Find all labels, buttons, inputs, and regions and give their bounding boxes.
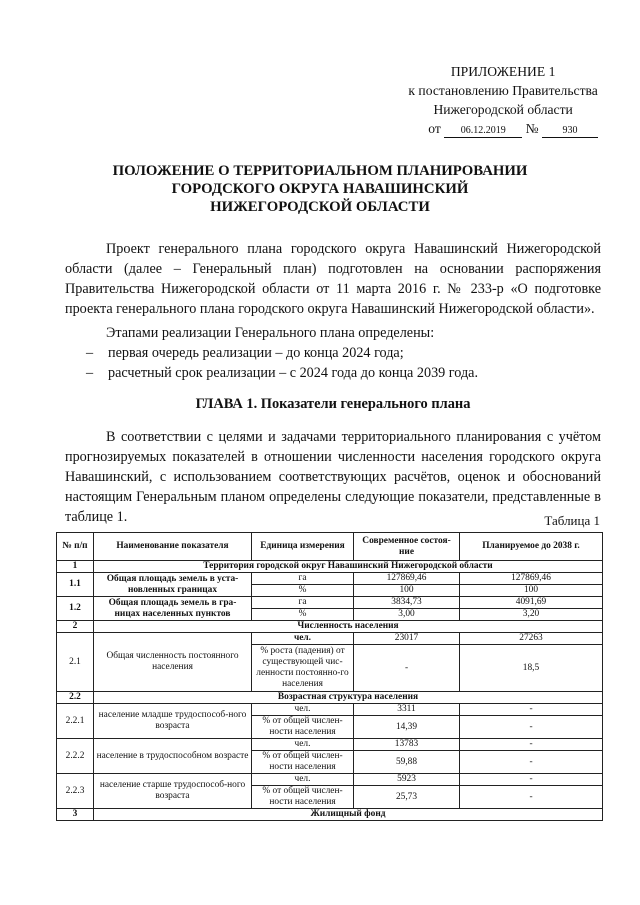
- row-planned: -: [460, 751, 603, 774]
- row-current: 59,88: [354, 751, 460, 774]
- section-row: [57, 621, 603, 633]
- title-line-2: ГОРОДСКОГО ОКРУГА НАВАШИНСКИЙ: [171, 181, 469, 197]
- section-num: 2.2: [57, 692, 94, 704]
- row-num: 2.2.1: [57, 704, 94, 739]
- row-name: Общая площадь земель в уста-новленных границах: [94, 573, 252, 597]
- row-current: 23017: [354, 633, 460, 645]
- row-planned: 18,5: [460, 645, 603, 692]
- table-row: [57, 573, 603, 585]
- indicators-table: [56, 532, 603, 821]
- row-planned: -: [460, 774, 603, 786]
- row-unit: чел.: [252, 774, 354, 786]
- row-current: 3,00: [354, 609, 460, 621]
- section-title: Территория городской округ Навашинский Нижегородской области: [94, 561, 603, 573]
- header-num: № п/п: [57, 533, 94, 561]
- appendix-header: [408, 62, 598, 138]
- row-unit: % от общей числен-ности населения: [252, 716, 354, 739]
- section-title: Жилищный фонд: [94, 809, 603, 821]
- title-line-1: ПОЛОЖЕНИЕ О ТЕРРИТОРИАЛЬНОМ ПЛАНИРОВАНИИ: [112, 163, 528, 179]
- section-num: 1: [57, 561, 94, 573]
- header-unit: Единица измерения: [252, 533, 354, 561]
- table-row: [57, 704, 603, 716]
- table-row: [57, 597, 603, 609]
- row-num: 1.1: [57, 573, 94, 597]
- row-name: население младше трудоспособ-ного возраста: [94, 704, 252, 739]
- row-name: Общая численность постоянного населения: [94, 633, 252, 692]
- row-name: население старше трудоспособ-ного возраста: [94, 774, 252, 809]
- row-current: 5923: [354, 774, 460, 786]
- stages-intro: Этапами реализации Генерального плана определены:: [106, 325, 435, 341]
- document-title: [65, 162, 575, 216]
- section-num: 2: [57, 621, 94, 633]
- table-header-row: [57, 533, 603, 561]
- row-planned: 127869,46: [460, 573, 603, 585]
- table-caption: Таблица 1: [544, 513, 600, 528]
- row-current: 14,39: [354, 716, 460, 739]
- row-unit: % от общей числен-ности населения: [252, 751, 354, 774]
- row-planned: -: [460, 786, 603, 809]
- row-planned: 100: [460, 585, 603, 597]
- appendix-line-3: Нижегородской области: [433, 102, 573, 117]
- stage-item: – расчетный срок реализации – с 2024 года до конца 2039 года.: [88, 363, 478, 383]
- row-current: 100: [354, 585, 460, 597]
- row-num: 2.2.3: [57, 774, 94, 809]
- row-planned: 27263: [460, 633, 603, 645]
- section-row: [57, 561, 603, 573]
- row-current: 3834,73: [354, 597, 460, 609]
- from-label: от: [428, 121, 441, 136]
- row-current: 25,73: [354, 786, 460, 809]
- title-line-3: НИЖЕГОРОДСКОЙ ОБЛАСТИ: [210, 199, 430, 215]
- section-title: Численность населения: [94, 621, 603, 633]
- row-unit: га: [252, 573, 354, 585]
- table-row: [57, 774, 603, 786]
- row-num: 2.1: [57, 633, 94, 692]
- row-unit: %: [252, 585, 354, 597]
- section-row: [57, 692, 603, 704]
- decree-number: 930: [542, 124, 598, 138]
- row-name: население в трудоспособном возрасте: [94, 739, 252, 774]
- row-current: 127869,46: [354, 573, 460, 585]
- row-planned: 3,20: [460, 609, 603, 621]
- number-label: №: [525, 121, 539, 136]
- header-planned: Планируемое до 2038 г.: [460, 533, 603, 561]
- row-planned: -: [460, 716, 603, 739]
- row-current: 13783: [354, 739, 460, 751]
- appendix-line-2: к постановлению Правительства: [408, 83, 598, 98]
- decree-date: 06.12.2019: [444, 124, 522, 138]
- stages-list: [88, 343, 478, 383]
- row-planned: -: [460, 704, 603, 716]
- appendix-date-line: [408, 119, 598, 138]
- section-num: 3: [57, 809, 94, 821]
- row-unit: чел.: [252, 633, 354, 645]
- row-current: -: [354, 645, 460, 692]
- stage-item: – первая очередь реализации – до конца 2024 года;: [88, 343, 478, 363]
- appendix-title: ПРИЛОЖЕНИЕ 1: [450, 64, 556, 79]
- row-current: 3311: [354, 704, 460, 716]
- row-name: Общая площадь земель в гра-ницах населенных пунктов: [94, 597, 252, 621]
- section-row: [57, 809, 603, 821]
- section-title: Возрастная структура населения: [94, 692, 603, 704]
- table-row: [57, 633, 603, 645]
- header-name: Наименование показателя: [94, 533, 252, 561]
- chapter-title: ГЛАВА 1. Показатели генерального плана: [195, 396, 471, 412]
- row-unit: чел.: [252, 739, 354, 751]
- row-unit: %: [252, 609, 354, 621]
- row-unit: % роста (падения) от существующей чис-ленности постоянно-го населения: [252, 645, 354, 692]
- row-num: 2.2.2: [57, 739, 94, 774]
- intro-paragraph: Проект генерального плана городского округа Навашинский Нижегородской области (далее – Генеральный план) подготовлен на основании распоряжения Правительства Нижегородской области от 11 марта 2016 г. № 233-р «О подготовке проекта генерального плана городского округа Навашинский Нижегородской области».: [65, 241, 601, 317]
- row-planned: 4091,69: [460, 597, 603, 609]
- row-unit: га: [252, 597, 354, 609]
- row-unit: чел.: [252, 704, 354, 716]
- chapter-paragraph: В соответствии с целями и задачами территориального планирования с учётом прогнозируемых показателей в отношении численности населения городского округа Навашинский, с использованием соответствующих расчётов, оценок и обоснований настоящим Генеральным планом определены следующие показатели, представленные в таблице 1.: [65, 429, 601, 525]
- row-planned: -: [460, 739, 603, 751]
- row-unit: % от общей числен-ности населения: [252, 786, 354, 809]
- row-num: 1.2: [57, 597, 94, 621]
- header-current: Современное состоя-ние: [354, 533, 460, 561]
- table-row: [57, 739, 603, 751]
